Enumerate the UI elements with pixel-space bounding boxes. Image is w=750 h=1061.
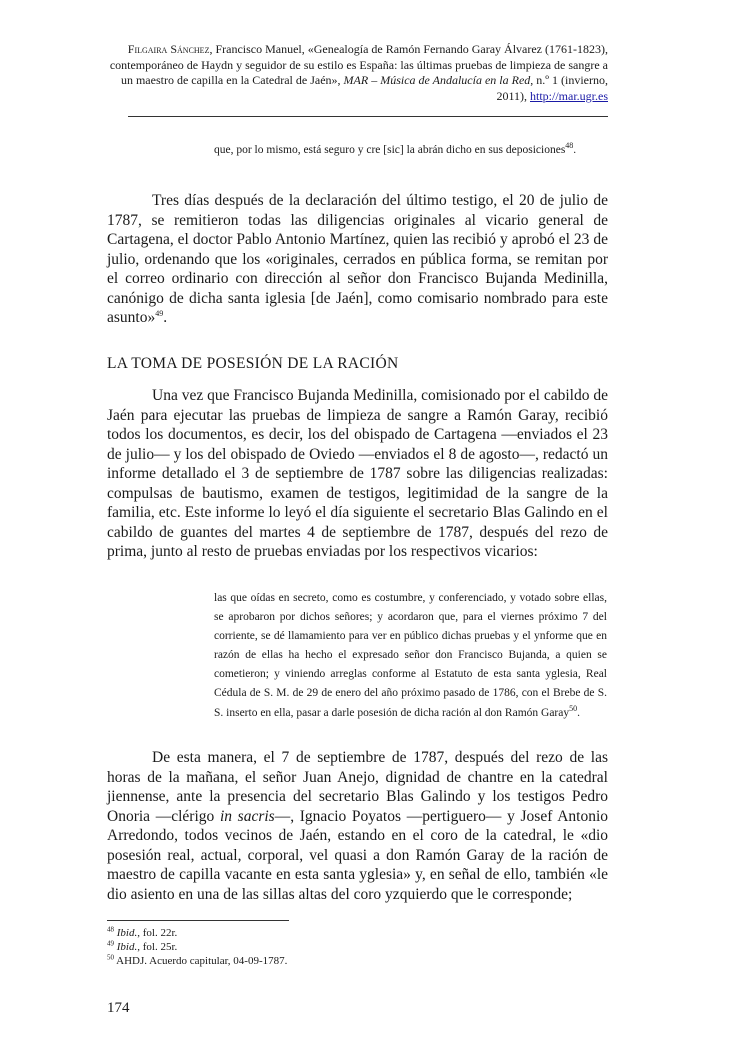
block-quote: las que oídas en secreto, como es costumbre, y conferenciado, y votado sobre ellas, se aprobaron por dichos señores; y acordaron que, para el viernes próximo 7 del corriente, se dé llamamiento para ver en público dichas pruebas y el ynforme que en razón de ellas ha hecho el expresado señor don Francisco Bujanda, a quien se cometieron; y viniendo arreglas conforme al Estatuto de esta santa yglesia, Real Cédula de S. M. de 29 de enero del año próximo pasado de 1786, con el Brebe de S. S. inserto en ella, pasar a darle posesión de dicha ración al don Ramón Garay$^{50}$. [214, 592, 607, 719]
footnote-text: AHDJ. Acuerdo capitular, 04-09-1787. [114, 955, 288, 967]
footnote-ibid: Ibid. [116, 941, 138, 953]
header-divider [128, 116, 608, 117]
footnote-ref-48[interactable]: 48 [565, 141, 574, 151]
footnote-divider [107, 920, 289, 921]
paragraph-text: Tres días después de la declaración del último testigo, el 20 de julio de 1787, se remitieron todas las diligencias originales al vicario general de Cartagena, el doctor Pablo Antonio Martínez, quien las recibió y aprobó el 23 de julio, ordenando que los «originales, cerrados en pública forma, se remitan por el correo ordinario con dirección al señor don Francisco Bujanda Medinilla, canónigo de dicha santa iglesia [de Jaén], como comisario nombrado para este asunto» [107, 192, 608, 326]
footnote-number: 50 [107, 953, 114, 962]
quote-text: las que oídas en secreto, como es costumbre, y conferenciado, y votado sobre ellas, se aprobaron por dichos señores; y acordaron que, para el viernes próximo 7 del corriente, se dé llamamiento para ver en público dichas pruebas y el ynforme que en razón de ellas ha hecho el expresado señor don Francisco Bujanda, a quien se cometieron; y viniendo arreglas conforme al Estatuto de esta santa yglesia, Real Cédula de S. M. de 29 de enero del año próximo pasado de 1786, con el Brebe de S. S. inserto en ella, pasar a darle posesión de dicha ración al don Ramón Garay [214, 592, 607, 719]
paragraph-text-part1: De esta manera, el 7 de septiembre de 1787, después del rezo de las horas de la mañana, el señor Juan Anejo, dignidad de chantre en la catedral jiennense, ante la presencia del secretario Blas Galindo y los testigos Pedro Onoria —clérigo [107, 749, 608, 825]
footnotes [107, 926, 287, 968]
paragraph-text-part2: —, Ignacio Poyatos —pertiguero— y Josef Antonio Arredondo, todos vecinos de Jaén, estando en el coro de la catedral, le «dio posesión real, actual, corporal, vel quasi a don Ramón Garay de la ración de maestro de capilla vacante en esta santa yglesia» y, en señal de ello, también «le dio asiento en una de las sillas altas del coro yzquierdo que le corresponde; [107, 807, 608, 903]
quote-text: que, por lo mismo, está seguro y cre [sic] la abrán dicho en sus deposiciones [214, 144, 566, 156]
paragraph-3 [107, 748, 608, 904]
paragraph-2 [107, 386, 608, 562]
footnote-ibid: Ibid. [116, 927, 138, 939]
header-citation: , Francisco Manuel, «Genealogía de Ramón Fernando Garay Álvarez (1761-1823), contemporáneo de Haydn y seguidor de su estilo es España: las últimas pruebas de limpieza de sangre a un maestro de capilla en la Catedral de Jaén», [109, 42, 608, 88]
running-header [108, 42, 608, 104]
footnote-text: , fol. 22r. [137, 927, 178, 939]
footnote-50 [107, 954, 287, 968]
page-number: 174 [107, 1000, 130, 1016]
block-quote-continued: que, por lo mismo, está seguro y cre [sic] la abrán dicho en sus deposiciones$^{48}$. [214, 141, 577, 156]
header-url-link[interactable]: http://mar.ugr.es [530, 88, 608, 103]
paragraph-text: Una vez que Francisco Bujanda Medinilla, comisionado por el cabildo de Jaén para ejecutar las pruebas de limpieza de sangre a Ramón Garay, recibió todos los documentos, es decir, los del obispado de Cartagena —enviados el 23 de julio— y los del obispado de Oviedo —enviados el 8 de agosto—, redactó un informe detallado el 3 de septiembre de 1787 sobre las diligencias realizadas: compulsas de bautismo, examen de testigos, legitimidad de la sangre de la familia, etc. Este informe lo leyó el día siguiente el secretario Blas Galindo en el cabildo de guantes del martes 4 de septiembre de 1787, después del rezo de prima, junto al resto de pruebas enviadas por los respectivos vicarios: [107, 387, 608, 560]
footnote-text: , fol. 25r. [137, 941, 178, 953]
footnote-49 [107, 940, 287, 954]
footnote-ref-49[interactable]: 49 [155, 308, 164, 318]
footnote-number: 49 [107, 939, 114, 948]
footnote-ref-50[interactable]: 50 [569, 703, 578, 713]
latin-term: in sacris [219, 807, 275, 825]
footnote-48 [107, 926, 287, 940]
header-author: Filgaira Sánchez [127, 42, 210, 56]
header-journal: MAR – Música de Andalucía en la Red [343, 73, 531, 88]
footnote-number: 48 [107, 925, 114, 934]
header-issue: , n.º 1 (invierno, 2011), [496, 73, 608, 103]
paragraph-1: Tres días después de la declaración del último testigo, el 20 de julio de 1787, se remitieron todas las diligencias originales al vicario general de Cartagena, el doctor Pablo Antonio Martínez, quien las recibió y aprobó el 23 de julio, ordenando que los «originales, cerrados en pública forma, se remitan por el correo ordinario con dirección al señor don Francisco Bujanda Medinilla, canónigo de dicha santa iglesia [de Jaén], como comisario nombrado para este asunto»$^{49}$. [107, 192, 608, 326]
section-heading: LA TOMA DE POSESIÓN DE LA RACIÓN [107, 355, 399, 372]
